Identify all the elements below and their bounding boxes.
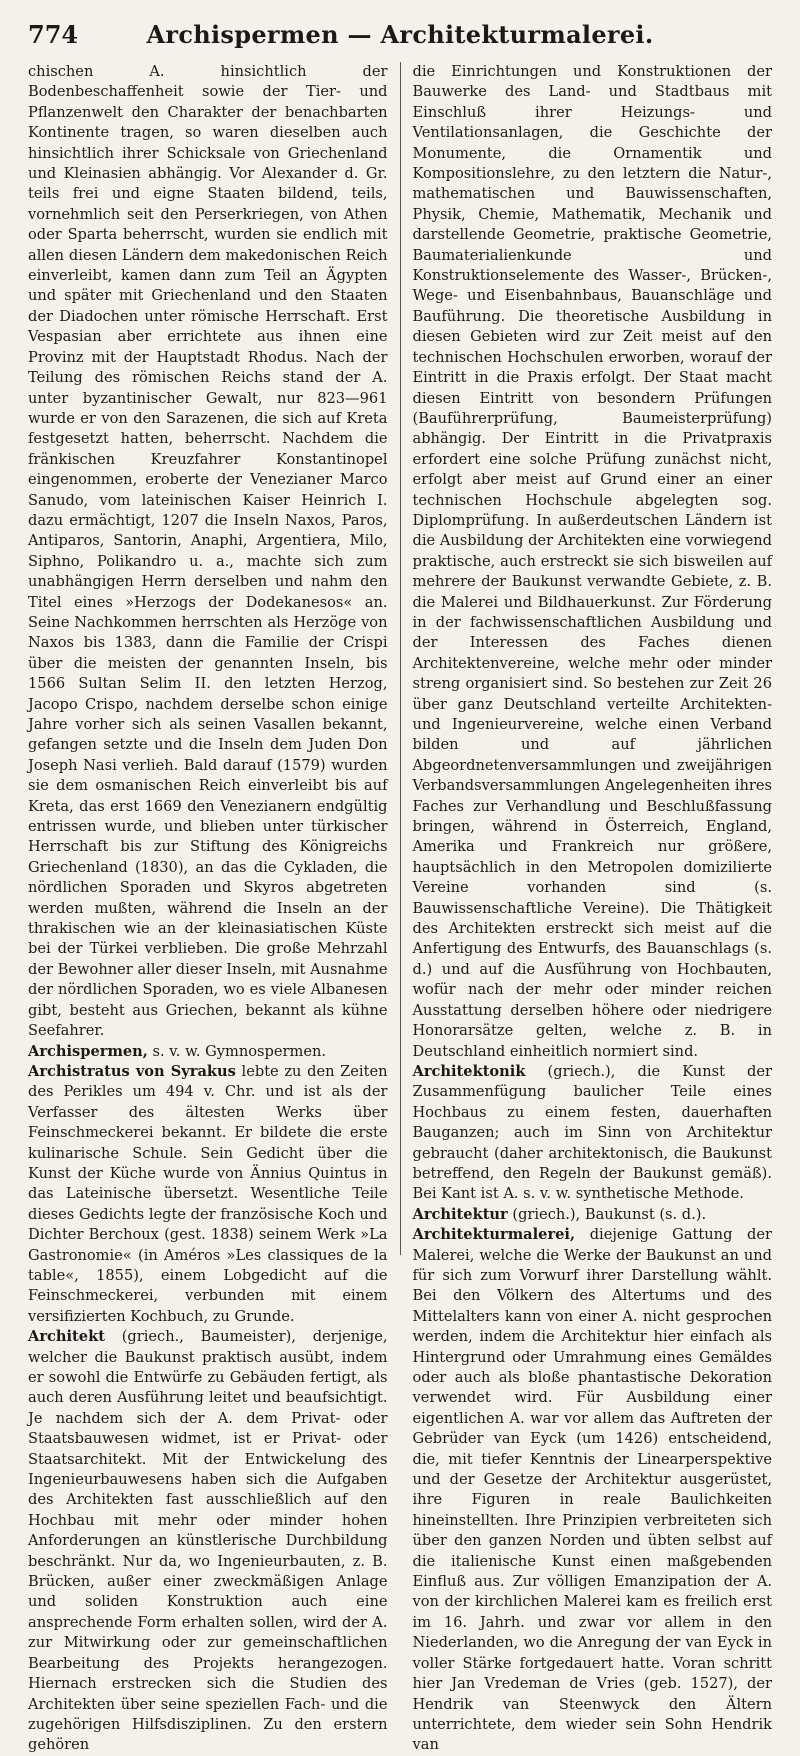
right-column: [412, 62, 773, 1754]
dictionary-entry: [28, 1042, 388, 1062]
entry-body: chischen A. hinsichtlich der Bodenbeschaffenheit sowie der Tier- und Pflanzenwelt den Charakter der benachbarten Kontinente tragen, so waren dieselben auch hinsichtlich ihrer Schicksale von Griechenland und Kleinasien abhängig. Vor Alexander d. Gr. teils frei und eigne Staaten bildend, teils, vornehmlich seit den Perserkriegen, von Athen oder Sparta beherrscht, wurden sie endlich mit allen diesen Ländern dem makedonischen Reich einverleibt, kamen dann zum Teil an Ägypten und später mit Griechenland und den Staaten der Diadochen unter römische Herrschaft. Erst Vespasian aber errichtete aus ihnen eine Provinz mit der Hauptstadt Rhodus. Nach der Teilung des römischen Reichs stand der A. unter byzantinischer Gewalt, nur 823—961 wurde er von den Sarazenen, die sich auf Kreta festgesetzt hatten, beherrscht. Nachdem die fränkischen Kreuzfahrer Konstantinopel eingenommen, eroberte der Venezianer Marco Sanudo, vom lateinischen Kaiser Heinrich I. dazu ermächtigt, 1207 die Inseln Naxos, Paros, Antiparos, Santorin, Anaphi, Argentiera, Milo, Siphno, Polikandro u. a., machte sich zum unabhängigen Herrn derselben und nahm den Titel eines »Herzogs der Dodekanesos« an. Seine Nachkommen herrschten als Herzöge von Naxos bis 1383, dann die Familie der Crispi über die meisten der genannten Inseln, bis 1566 Sultan Selim II. den letzten Herzog, Jacopo Crispo, nachdem derselbe schon einige Jahre vorher sich als seinen Vasallen bekannt, gefangen setzte und die Inseln dem Juden Don Joseph Nasi verlieh. Bald darauf (1579) wurden sie dem osmanischen Reich einverleibt bis auf Kreta, das erst 1669 den Venezianern endgültig entrissen wurde, und blieben unter türkischer Herrschaft bis zur Stiftung des Königreichs Griechenland (1830), an das die Cykladen, die nördlichen Sporaden und Skyros abgetreten werden mußten, während die Inseln an der thrakischen wie an der kleinasiatischen Küste bei der Türkei verblieben. Die große Mehrzahl der Bewohner aller dieser Inseln, mit Ausnahme der nördlichen Sporaden, wo es viele Albanesen gibt, besteht aus Griechen, bekannt als kühne Seefahrer.: [28, 63, 388, 1040]
entry-headword: Archispermen,: [28, 1042, 148, 1060]
entry-body: (griech.), die Kunst der Zusammenfügung baulicher Teile eines Hochbaus zu einem festen, dauerhaften Bauganzen; auch im Sinn von Architektur gebraucht (daher architektonisch, die Baukunst betreffend, den Regeln der Baukunst gemäß). Bei Kant ist A. s. v. w. synthetische Methode.: [412, 1062, 772, 1203]
entry-body: (griech.), Baukunst (s. d.).: [507, 1205, 707, 1223]
dictionary-entry: [413, 1205, 773, 1225]
dictionary-entry: [413, 1225, 773, 1756]
entry-body: s. v. w. Gymnospermen.: [147, 1042, 326, 1060]
dictionary-entry: [28, 1062, 388, 1327]
dictionary-entry: [28, 1327, 388, 1756]
entry-headword: Architekt: [28, 1328, 105, 1346]
column-divider: [400, 62, 401, 1255]
continued-paragraph: [413, 62, 773, 1062]
entry-headword: Archistratus von Syrakus: [28, 1062, 236, 1080]
entry-body: diejenige Gattung der Malerei, welche die Werke der Baukunst an und für sich zum Vorwurf ihrer Darstellung wählt. Bei den Völkern des Altertums und des Mittelalters kann von einer A. nicht gesprochen werden, indem die Architektur hier einfach als Hintergrund oder Umrahmung eines Gemäldes oder auch als bloße phantastische Dekoration verwendet wird. Für Ausbildung einer eigentlichen A. war vor allem das Auftreten der Gebrüder van Eyck (um 1426) entscheidend, die, mit tiefer Kenntnis der Linearperspektive und der Gesetze der Architektur ausgerüstet, ihre Figuren in reale Baulichkeiten hineinstellten. Ihre Prinzipien verbreiteten sich über den ganzen Norden und übten selbst auf die italienische Kunst einen maßgebenden Einfluß aus. Zur völligen Emanzipation der A. von der kirchlichen Malerei kam es freilich erst im 16. Jahrh. und zwar vor allem in den Niederlanden, wo die Anregung der van Eyck in voller Stärke fortgedauert hatte. Voran schritt hier Jan Vredeman de Vries (geb. 1527), der Hendrik van Steenwyck den Ältern unterrichtete, dem wieder sein Sohn Hendrik van: [412, 1226, 772, 1754]
left-column: [28, 62, 388, 1754]
entry-headword: Architektonik: [412, 1062, 526, 1080]
entry-headword: Architektur: [412, 1205, 508, 1223]
entry-body: die Einrichtungen und Konstruktionen der Bauwerke des Land- und Stadtbaus mit Einschluß ihrer Heizungs- und Ventilationsanlagen, die Geschichte der Monumente, die Ornamentik und Kompositionslehre, zu den letztern die Natur-, mathematischen und Bauwissenschaften, Physik, Chemie, Mathematik, Mechanik und darstellende Geometrie, praktische Geometrie, Baumaterialienkunde und Konstruktionselemente des Wasser-, Brücken-, Wege- und Eisenbahnbaus, Bauanschläge und Bauführung. Die theoretische Ausbildung in diesen Gebieten wird zur Zeit meist auf den technischen Hochschulen erworben, worauf der Eintritt in die Praxis erfolgt. Der Staat macht diesen Eintritt von besondern Prüfungen (Bauführerprüfung, Baumeisterprüfung) abhängig. Der Eintritt in die Privatpraxis erfordert eine solche Prüfung zunächst nicht, erfolgt aber meist auf Grund einer an einer technischen Hochschule abgelegten sog. Diplomprüfung. In außerdeutschen Ländern ist die Ausbildung der Architekten eine vorwiegend praktische, auch erstreckt sie sich bisweilen auf mehrere der Baukunst verwandte Gebiete, z. B. die Malerei und Bildhauerkunst. Zur Förderung in der fachwissenschaftlichen Ausbildung und der Interessen des Faches dienen Architektenvereine, welche mehr oder minder streng organisiert sind. So bestehen zur Zeit 26 über ganz Deutschland verteilte Architekten- und Ingenieurvereine, welche einen Verband bilden und auf jährlichen Abgeordnetenversammlungen und zweijährigen Verbandsversammlungen Angelegenheiten ihres Faches zur Verhandlung und Beschlußfassung bringen, während in Österreich, England, Amerika und Frankreich nur größere, hauptsächlich in den Metropolen domizilierte Vereine vorhanden sind (s. Bauwissenschaftliche Vereine). Die Thätigkeit des Architekten erstreckt sich meist auf die Anfertigung des Entwurfs, des Bauanschlags (s. d.) und auf die Ausführung von Hochbauten, wofür nach der mehr oder minder reichen Ausstattung derselben höhere oder niedrigere Honorarsätze gelten, welche z. B. in Deutschland einheitlich normiert sind.: [412, 63, 772, 1060]
entry-headword: Architekturmalerei,: [412, 1226, 576, 1244]
text-columns: [28, 62, 772, 1754]
continued-paragraph: [28, 62, 388, 1042]
running-title: Archispermen — Architekturmalerei.: [146, 20, 654, 49]
entry-body: lebte zu den Zeiten des Perikles um 494 v. Chr. und ist als der Verfasser des ältesten Werks über Feinschmeckerei bekannt. Er bildete die erste kulinarische Schule. Sein Gedicht über die Kunst der Küche wurde von Ännius Quintus in das Lateinische übersetzt. Wesentliche Teile dieses Gedichts legte der französische Koch und Dichter Berchoux (gest. 1838) seinem Werk »La Gastronomie« (in Améros »Les classiques de la table«, 1855), einem Lobgedicht auf die Feinschmeckerei, verbunden mit einem versifizierten Kochbuch, zu Grunde.: [28, 1062, 388, 1325]
page-number: 774: [28, 20, 79, 49]
dictionary-entry: [413, 1062, 773, 1205]
page-header: [28, 20, 772, 56]
entry-body: (griech., Baumeister), derjenige, welcher die Baukunst praktisch ausübt, indem er sowohl die Entwürfe zu Gebäuden fertigt, als auch deren Ausführung leitet und beaufsichtigt. Je nachdem sich der A. dem Privat- oder Staatsbauwesen widmet, ist er Privat- oder Staatsarchitekt. Mit der Entwickelung des Ingenieurbauwesens haben sich die Aufgaben des Architekten fast ausschließlich auf den Hochbau mit mehr oder minder hohen Anforderungen an künstlerische Durchbildung beschränkt. Nur da, wo Ingenieurbauten, z. B. Brücken, außer einer zweckmäßigen Anlage und soliden Konstruktion auch eine ansprechende Form erhalten sollen, wird der A. zur Mitwirkung oder zur gemeinschaftlichen Bearbeitung des Projekts herangezogen. Hiernach erstrecken sich die Studien des Architekten über seine speziellen Fach- und die zugehörigen Hilfsdisziplinen. Zu den erstern gehören: [28, 1328, 388, 1754]
